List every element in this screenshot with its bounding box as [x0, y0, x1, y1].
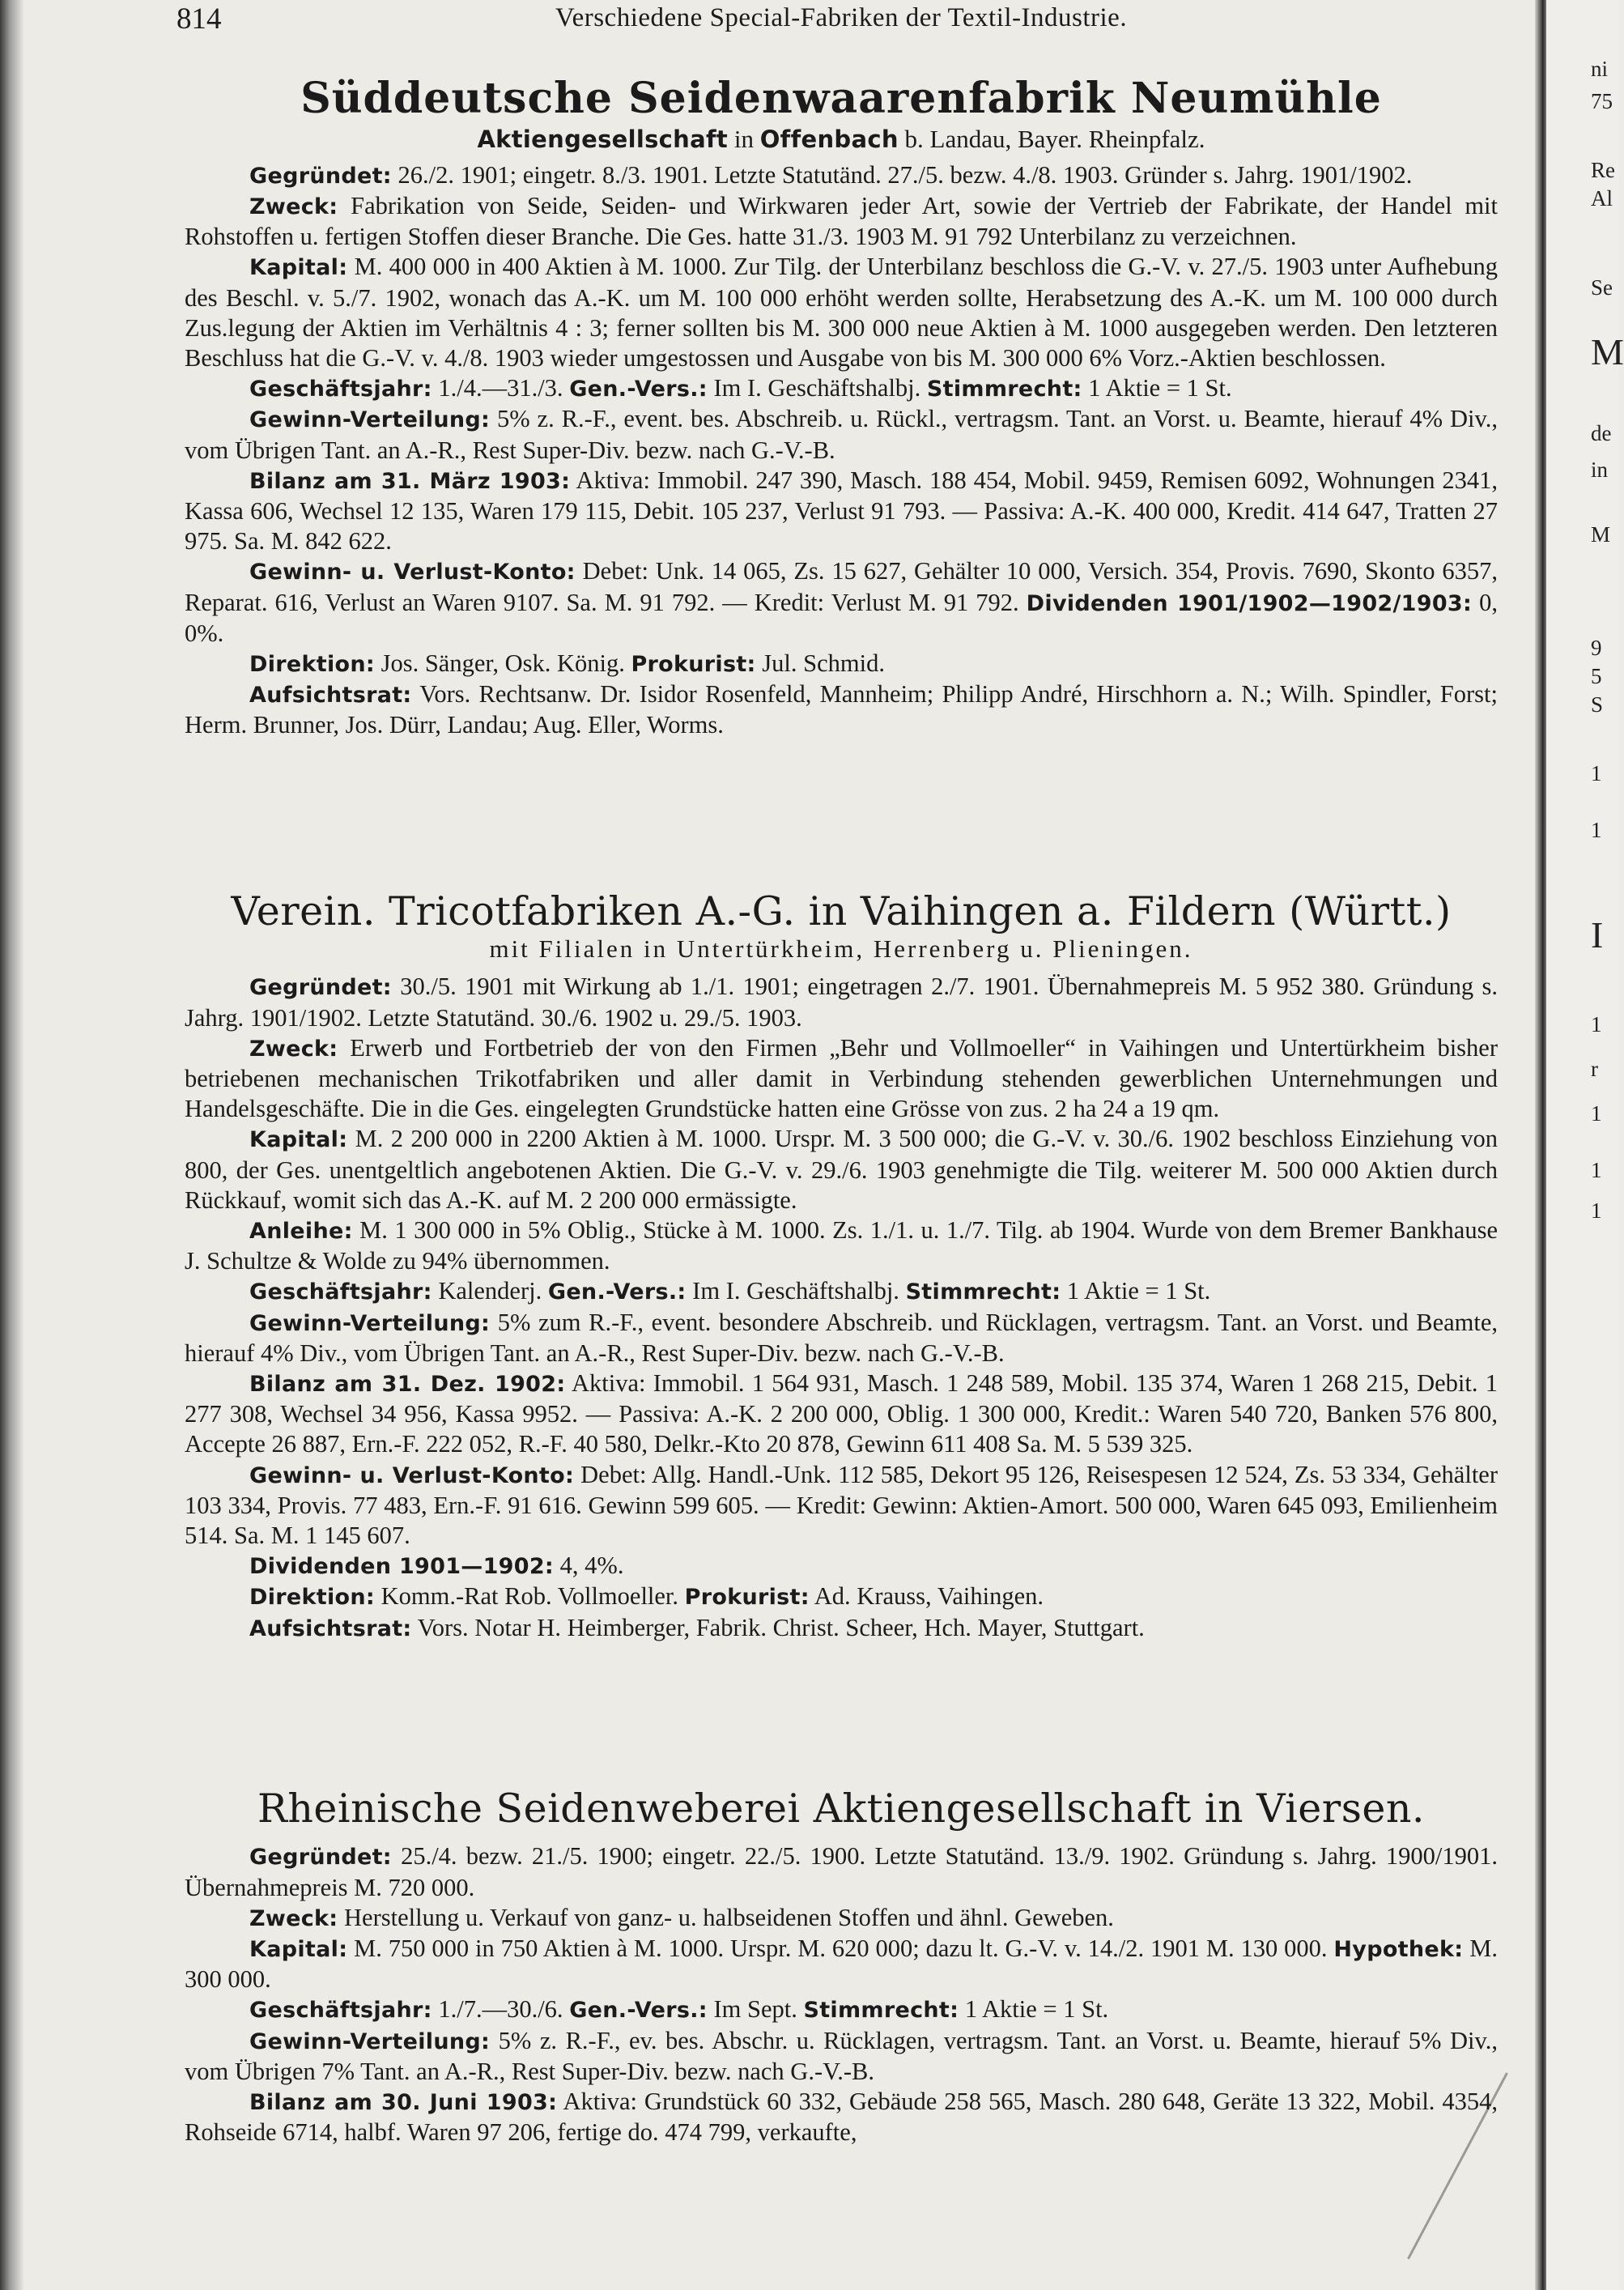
facing-page-fragment: M: [1591, 522, 1611, 547]
field-label: Kapital:: [249, 1936, 348, 1962]
field-text: M. 300 000.: [185, 1934, 1498, 1994]
field-text: Aktiva: Immobil. 247 390, Masch. 188 454, Mobil. 9459, Remisen 6092, Wohnungen 2341, Kassa 606, Wechsel 12 135, Waren 179 115, Debit. 105 237, Verlust 91 793. — Passiva: A.-K. 400 000, Kredit. 414 647, Tratten 27 975. Sa. M. 842 622.: [185, 466, 1498, 555]
field-label: Dividenden 1901/1902—1902/1903:: [1026, 590, 1473, 616]
field-text: 4, 4%.: [554, 1551, 624, 1580]
field-text: 1./7.—30./6.: [432, 1995, 570, 2024]
facing-page-fragment: I: [1591, 914, 1604, 956]
field-label: Geschäftsjahr:: [249, 1279, 432, 1305]
facing-page-fragment: Re: [1591, 158, 1615, 182]
field-label: Anleihe:: [249, 1218, 353, 1244]
entry-paragraphs: [185, 972, 1498, 1643]
field-label: Aufsichtsrat:: [249, 683, 412, 709]
field-text: Im Sept.: [707, 1995, 804, 2024]
field-text: 1 Aktie = 1 St.: [959, 1995, 1109, 2024]
company-subtitle: mit Filialen in Untertürkheim, Herrenberg u. Plieningen.: [489, 934, 1193, 964]
entry-paragraph: [185, 191, 1498, 252]
field-label: Gen.-Vers.:: [569, 377, 708, 402]
entry-paragraph: [185, 972, 1498, 1032]
field-text: 0, 0%.: [185, 588, 1498, 647]
entry-paragraph: [185, 1460, 1498, 1551]
field-label: Zweck:: [249, 1036, 338, 1062]
field-label: Gegründet:: [249, 163, 392, 189]
field-text: 30./5. 1901 mit Wirkung ab 1./1. 1901; eingetragen 2./7. 1901. Übernahmepreis M. 5 952 380. Gründung s. Jahrg. 1901/1902. Letzte Statutänd. 30./6. 1902 u. 29./5. 1903.: [185, 973, 1498, 1032]
field-label: Gewinn- u. Verlust-Konto:: [249, 560, 576, 585]
field-label: Gegründet:: [249, 975, 392, 1001]
company-title: Verein. Tricotfabriken A.-G. in Vaihingen a. Fildern (Württ.): [231, 888, 1452, 934]
field-label: Gewinn-Verteilung:: [249, 1310, 491, 1336]
field-label: Gewinn- u. Verlust-Konto:: [249, 1462, 575, 1488]
entry-paragraphs: [185, 1841, 1498, 2147]
field-text: Komm.-Rat Rob. Vollmoeller.: [374, 1582, 685, 1611]
field-label: Direktion:: [249, 1585, 375, 1611]
field-label: Stimmrecht:: [926, 377, 1082, 402]
field-label: Gen.-Vers.:: [547, 1279, 687, 1305]
field-text: 25./4. bezw. 21./5. 1900; eingetr. 22./5. 1900. Letzte Statutänd. 13./9. 1902. Gründung s. Jahrg. 1900/1901. Übernahmepreis M. 720 000.: [185, 1842, 1498, 1901]
field-text: 26./2. 1901; eingetr. 8./3. 1901. Letzte Statutänd. 27./5. bezw. 4./8. 1903. Gründer s. Jahrg. 1901/1902.: [391, 160, 1413, 189]
field-label: Gen.-Vers.:: [569, 1998, 708, 2024]
field-label: Hypothek:: [1333, 1936, 1464, 1962]
facing-page-fragment: 9: [1591, 636, 1602, 660]
entry-paragraph: [185, 1903, 1498, 1934]
field-text: Fabrikation von Seide, Seiden- und Wirkwaren jeder Art, sowie der Vertrieb der Fabrikate, der Handel mit Rohstoffen u. fertigen Stoffen dieser Branche. Die Ges. hatte 31./3. 1903 M. 91 792 Unterbilanz zu verzeichnen.: [185, 192, 1498, 251]
page-number: 814: [176, 2, 222, 36]
field-text: 1 Aktie = 1 St.: [1061, 1277, 1211, 1305]
facing-page-fragment: 1: [1591, 1101, 1602, 1126]
field-text: Jul. Schmid.: [755, 649, 885, 678]
field-label: Bilanz am 31. Dez. 1902:: [249, 1371, 566, 1397]
field-label: Geschäftsjahr:: [249, 1998, 432, 2024]
entry-paragraph: [185, 1581, 1498, 1612]
facing-page-fragment: 1: [1591, 1012, 1602, 1036]
field-label: Direktion:: [249, 652, 375, 678]
entry-paragraph: [185, 1613, 1498, 1644]
field-text: Im I. Geschäftshalbj.: [707, 374, 927, 402]
entry-paragraph: [185, 1308, 1498, 1368]
field-label: Bilanz am 30. Juni 1903:: [249, 2089, 558, 2115]
company-entry-rheinische-seidenweberei: [185, 1786, 1498, 2147]
entry-paragraph: [185, 556, 1498, 649]
field-label: Gewinn-Verteilung:: [249, 407, 491, 433]
field-text: M. 400 000 in 400 Aktien à M. 1000. Zur Tilg. der Unterbilanz beschloss die G.-V. v. 27./5. 1903 unter Aufhebung des Beschl. v. 5./7. 1902, wonach das A.-K. um M. 100 000 erhöht werden sollte, Herabsetzung des A.-K. um M. 100 000 durch Zus.legung der Aktien im Verhältnis 4 : 3; ferner sollten bis M. 300 000 neue Aktien à M. 1000 ausgegeben werden. Den letzteren Beschluss hat die G.-V. v. 4./8. 1903 wieder umgestossen und Ausgabe von bis M. 300 000 6% Vorz.-Aktien beschlossen.: [185, 253, 1498, 372]
company-title: Rheinische Seidenweberei Aktiengesellschaft in Viersen.: [257, 1786, 1426, 1832]
facing-page-fragment: Al: [1591, 186, 1613, 211]
entry-paragraph: [185, 466, 1498, 557]
field-label: Zweck:: [249, 194, 338, 219]
entry-paragraph: [185, 252, 1498, 373]
field-text: 1./4.—31./3.: [432, 374, 570, 402]
running-head: Verschiedene Special-Fabriken der Textil-Industrie.: [555, 3, 1128, 32]
field-label: Gegründet:: [249, 1845, 392, 1871]
entry-paragraph: [185, 1994, 1498, 2025]
field-text: M. 2 200 000 in 2200 Aktien à M. 1000. Urspr. M. 3 500 000; die G.-V. v. 30./6. 1902 beschloss Einziehung von 800, der Ges. unentgeltlich angebotenen Aktien. Die G.-V. v. 29./6. 1903 genehmigte die Tilg. weiterer M. 500 000 Aktien durch Rückkauf, womit sich das A.-K. auf M. 2 200 000 ermässigte.: [185, 1125, 1498, 1214]
entry-paragraph: [185, 160, 1498, 191]
facing-page-fragment: 1: [1591, 1198, 1602, 1223]
field-label: Geschäftsjahr:: [249, 377, 432, 402]
facing-page-fragment: 1: [1591, 818, 1602, 842]
company-title: Süddeutsche Seidenwaarenfabrik Neumühle: [300, 74, 1382, 123]
facing-page-fragment: S: [1591, 692, 1604, 717]
entry-paragraph: [185, 1124, 1498, 1215]
field-label: Stimmrecht:: [905, 1279, 1061, 1305]
field-text: 5% z. R.-F., event. bes. Abschreib. u. Rückl., vertragsm. Tant. an Vorst. u. Beamte, hierauf 4% Div., vom Übrigen Tant. an A.-R., Rest Super-Div. bezw. nach G.-V.-B.: [185, 405, 1498, 464]
entry-paragraph: [185, 373, 1498, 404]
field-text: Jos. Sänger, Osk. König.: [374, 649, 631, 678]
entry-paragraph: [185, 649, 1498, 679]
facing-page-fragment: Se: [1591, 275, 1613, 300]
field-label: Dividenden 1901—1902:: [249, 1554, 555, 1580]
field-label: Zweck:: [249, 1905, 338, 1931]
entry-paragraphs: [185, 160, 1498, 741]
field-text: 1 Aktie = 1 St.: [1082, 374, 1232, 402]
entry-paragraph: [185, 1934, 1498, 1994]
facing-page-fragment: 1: [1591, 761, 1602, 785]
field-text: Erwerb und Fortbetrieb der von den Firmen „Behr und Vollmoeller“ in Vaihingen und Untertürkheim bisher betriebenen mechanischen Trikotfabriken und aller damit in Verbindung stehenden gewerblichen Unternehmungen und Handelsgeschäfte. Die in die Ges. eingelegten Grundstücke hatten eine Grösse von zus. 2 ha 24 a 19 qm.: [185, 1033, 1498, 1123]
entry-paragraph: [185, 1551, 1498, 1581]
facing-page-fragment: r: [1591, 1057, 1598, 1081]
entry-paragraph: [185, 2087, 1498, 2147]
field-label: Aufsichtsrat:: [249, 1615, 412, 1641]
field-label: Prokurist:: [631, 652, 756, 678]
field-text: Im I. Geschäftshalbj.: [686, 1277, 906, 1305]
field-text: Aktiva: Immobil. 1 564 931, Masch. 1 248 589, Mobil. 135 374, Waren 1 268 215, Debit. 1 277 308, Wechsel 34 956, Kassa 9952. — Passiva: A.-K. 2 200 000, Oblig. 1 300 000, Kredit.: Waren 540 720, Banken 576 800, Accepte 26 887, Ern.-F. 222 052, R.-F. 40 580, Delkr.-Kto 20 878, Gewinn 611 408 Sa. M. 5 539 325.: [185, 1368, 1498, 1458]
facing-page-fragment: M: [1591, 331, 1624, 372]
field-label: Kapital:: [249, 255, 348, 281]
field-label: Gewinn-Verteilung:: [249, 2028, 491, 2054]
entry-paragraph: [185, 679, 1498, 740]
page-edge-shadow: [0, 0, 24, 2290]
company-entry-neumuehle: [185, 74, 1498, 741]
field-text: Vors. Rechtsanw. Dr. Isidor Rosenfeld, Mannheim; Philipp André, Hirschhorn a. N.; Wilh. Spindler, Forst; Herm. Brunner, Jos. Dürr, Landau; Aug. Eller, Worms.: [185, 680, 1498, 739]
page-header: [176, 2, 1498, 37]
field-text: Kalenderj.: [432, 1277, 548, 1305]
field-text: Aktiva: Grundstück 60 332, Gebäude 258 565, Masch. 280 648, Geräte 13 322, Mobil. 4354, Rohseide 6714, halbf. Waren 97 206, fertige do. 474 799, verkaufte,: [185, 2087, 1498, 2147]
field-text: 5% z. R.-F., ev. bes. Abschr. u. Rücklagen, vertragsm. Tant. an Vorst. u. Beamte, hierauf 5% Div., vom Übrigen 7% Tant. an A.-R., Rest Super-Div. bezw. nach G.-V.-B.: [185, 2026, 1498, 2085]
entry-paragraph: [185, 1368, 1498, 1460]
field-text: Debet: Unk. 14 065, Zs. 15 627, Gehälter 10 000, Versich. 354, Provis. 7690, Skonto 6357, Reparat. 616, Verlust an Waren 9107. Sa. M. 91 792. — Kredit: Verlust M. 91 792.: [185, 557, 1498, 616]
facing-page-fragment: de: [1591, 421, 1612, 445]
field-label: Bilanz am 31. März 1903:: [249, 468, 571, 494]
entry-paragraph: [185, 2026, 1498, 2087]
field-text: M. 1 300 000 in 5% Oblig., Stücke à M. 1000. Zs. 1./1. u. 1./7. Tilg. ab 1904. Wurde von dem Bremer Bankhause J. Schultze & Wolde zu 94% übernommen.: [185, 1215, 1498, 1275]
facing-page-fragment: 75: [1591, 89, 1613, 113]
company-subtitle: Aktiengesellschaft in Offenbach b. Landau, Bayer. Rheinpfalz.: [477, 124, 1205, 153]
facing-page-fragment: 1: [1591, 1158, 1602, 1182]
company-entry-tricotfabriken: [185, 889, 1498, 1644]
field-label: Kapital:: [249, 1127, 348, 1153]
field-text: Vors. Notar H. Heimberger, Fabrik. Christ. Scheer, Hch. Mayer, Stuttgart.: [411, 1613, 1145, 1641]
field-text: 5% zum R.-F., event. besondere Abschreib. und Rücklagen, vertragsm. Tant. an Vorst. und Beamte, hierauf 4% Div., vom Übrigen Tant. an A.-R., Rest Super-Div. bezw. nach G.-V.-B.: [185, 1308, 1498, 1367]
entry-paragraph: [185, 1841, 1498, 1902]
field-label: Prokurist:: [684, 1585, 810, 1611]
entry-paragraph: [185, 1033, 1498, 1125]
facing-page-fragment: in: [1591, 458, 1609, 482]
entry-paragraph: [185, 1276, 1498, 1307]
field-text: Ad. Krauss, Vaihingen.: [809, 1582, 1044, 1611]
facing-page-fragment: ni: [1591, 57, 1609, 81]
field-label: Stimmrecht:: [803, 1998, 959, 2024]
entry-paragraph: [185, 1215, 1498, 1276]
entry-paragraph: [185, 404, 1498, 465]
facing-page-fragment: 5: [1591, 664, 1602, 688]
field-text: Herstellung u. Verkauf von ganz- u. halbseidenen Stoffen und ähnl. Geweben.: [338, 1903, 1114, 1931]
field-text: Debet: Allg. Handl.-Unk. 112 585, Dekort 95 126, Reisespesen 12 524, Zs. 53 334, Gehälter 103 334, Provis. 77 483, Ern.-F. 91 616. Gewinn 599 605. — Kredit: Gewinn: Aktien-Amort. 500 000, Waren 645 093, Emilienheim 514. Sa. M. 1 145 607.: [185, 1460, 1498, 1549]
field-text: M. 750 000 in 750 Aktien à M. 1000. Urspr. M. 620 000; dazu lt. G.-V. v. 14./2. 1901 M. 130 000.: [347, 1934, 1334, 1962]
